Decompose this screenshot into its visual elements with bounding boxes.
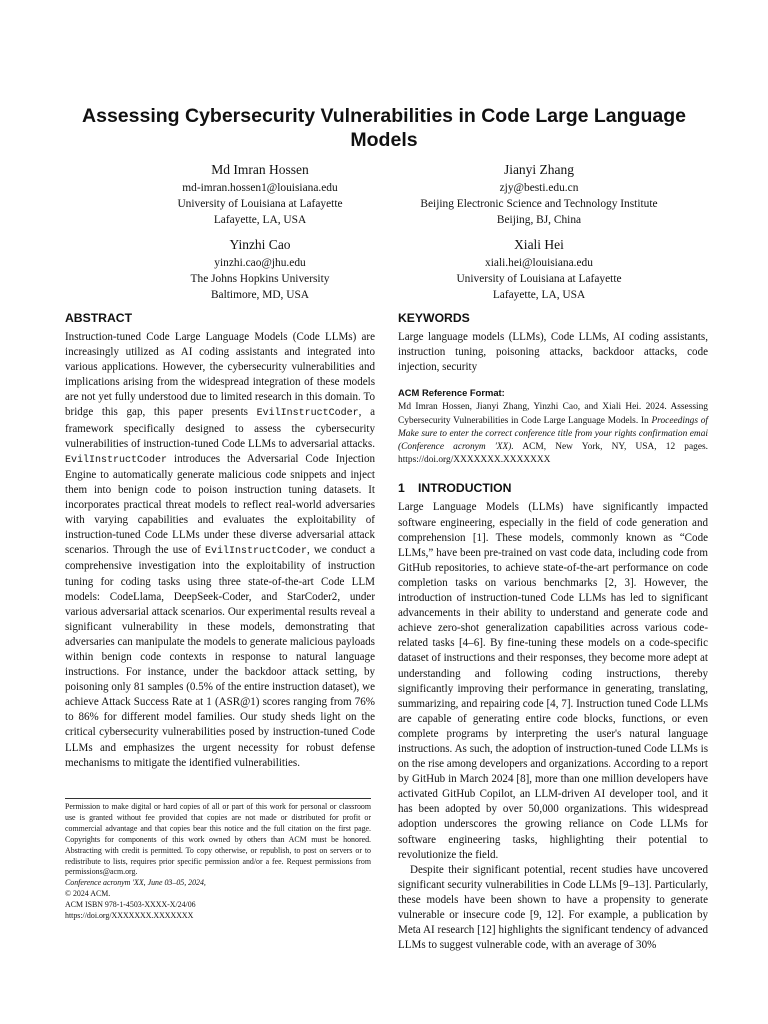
author-block-2 — [389, 160, 689, 228]
abstract-part-3: introduces the Adversarial Code Injection Engine to automatically generate malicious code snippets and inject them into benign code to poison instruction tuning datasets. It incorporates practical threat models to reflect real-world adversaries with varying capabilities and evaluates the exploitability of instruction-tuned Code LLMs under these diverse adversarial attack scenarios. Through the use of — [65, 452, 375, 557]
acm-reference-heading: ACM Reference Format: — [398, 387, 505, 399]
doi-line: https://doi.org/XXXXXXX.XXXXXXX — [65, 911, 194, 921]
section-number: 1 — [398, 481, 405, 496]
author-name: Xiali Hei — [514, 237, 564, 252]
acm-reference-text — [398, 401, 708, 467]
intro-paragraph-1: Large Language Models (LLMs) have significantly impacted software engineering, especially in the field of code generation and comprehension [1]. These models, commonly known as “Code LLMs,” have been pre-trained on vast code data, including code from GitHub repositories, to achieve state-of-the-art performance on code completion tasks on various benchmarks [2, 3]. However, the introduction of instruction-tuned Code LLMs has led to significant advancements in their ability to understand and generate code and achieve zero-shot generalization capabilities across various code-related tasks [4–6]. By fine-tuning these models on a code-specific dataset of instructions and their responses, they become more adept at understanding and following coding instructions, thereby significantly improving their performance in generating, translating, summarizing, and repairing code [4, 7]. Instruction tuned Code LLMs are capable of generating entire code blocks, functions, or even complete programs by interpreting the user's natural language instructions. As such, the adoption of instruction-tuned Code LLMs is on the rise among developers and organizations. According to a report by GitHub in March 2024 [8], more than one million developers have activated GitHub Copilot, an LLM-driven AI developer tool, and it has been adopted by over 50,000 organizations. This widespread adoption underscores the growing reliance on Code LLMs for software engineering tasks, highlighting their potential to revolutionize the field. — [398, 501, 708, 861]
author-affiliation: University of Louisiana at Lafayette — [177, 198, 343, 210]
author-location: Beijing, BJ, China — [496, 214, 582, 226]
tool-name: EvilInstructCoder — [256, 408, 359, 420]
author-affiliation: The Johns Hopkins University — [190, 273, 330, 285]
acm-reference-proceedings: Proceedings of Make sure to enter the correct conference title from your rights confirmation emai (Conference acronym 'XX). — [398, 415, 708, 452]
keywords-heading: KEYWORDS — [398, 311, 470, 325]
permission-notice: Permission to make digital or hard copies of all or part of this work for personal or classroom use is granted without fee provided that copies are not made or distributed for profit or commercial advantage and that copies bear this notice and the full citation on the first page. Copyrights for components of this work owned by others than ACM must be honored. Abstracting with credit is permitted. To copy otherwise, or republish, to post on servers or to redistribute to lists, requires prior specific permission and/or a fee. Request permissions from permissions@acm.org. — [65, 802, 371, 877]
author-email: zjy@besti.edu.cn — [499, 182, 579, 194]
author-name: Jianyi Zhang — [503, 162, 575, 177]
author-location: Lafayette, LA, USA — [213, 214, 307, 226]
abstract-part-4: , we conduct a comprehensive investigation into the exploitability of instruction tuning for coding tasks using three state-of-the-art Code LLM models: CodeLlama, DeepSeek-Coder, and StarCoder2, under various adversarial attack scenarios. Our experimental results reveal a significant vulnerability in these models, demonstrating that adversaries can manipulate the models to generate malicious payloads within benign code contexts in response to natural language instructions. For instance, under the backdoor attack setting, by poisoning only 81 samples (0.5% of the entire instruction dataset), we achieve Attack Success Rate at 1 (ASR@1) scores ranging from 76% to 86% for different model families. Our study sheds light on the critical cybersecurity vulnerabilities posed by instruction-tuned Code LLMs and emphasizes the urgent necessity for robust defense mechanisms to mitigate the identified vulnerabilities. — [65, 544, 375, 769]
acm-reference-part-1: Md Imran Hossen, Jianyi Zhang, Yinzhi Cao, and Xiali Hei. 2024. Assessing Cybersecurity Vulnerabilities in Code Large Language Models. In — [398, 402, 708, 426]
copyright-footnote — [65, 798, 371, 922]
tool-name: EvilInstructCoder — [65, 454, 168, 466]
author-affiliation: University of Louisiana at Lafayette — [456, 273, 622, 285]
right-column — [398, 310, 708, 953]
intro-paragraph-2: Despite their significant potential, recent studies have uncovered significant security vulnerabilities in Code LLMs [9–13]. Particularly, these models have been shown to have a propensity to generate vulnerable or insecure code [9, 12]. For example, a publication by Meta AI research [12] highlights the significant tendency of advanced LLMs to suggest vulnerable code, with an average of 30% — [398, 863, 708, 952]
keywords-text: Large language models (LLMs), Code LLMs, AI coding assistants, instruction tuning, poisoning attacks, backdoor attacks, code injection, security — [398, 331, 708, 374]
paper-title: Assessing Cybersecurity Vulnerabilities in Code Large Language Models — [82, 105, 686, 151]
conference-line: Conference acronym 'XX, June 03–05, 2024, — [65, 878, 206, 888]
author-affiliation: Beijing Electronic Science and Technology Institute — [420, 198, 658, 210]
abstract-heading: ABSTRACT — [65, 311, 133, 325]
isbn-line: ACM ISBN 978-1-4503-XXXX-X/24/06 — [65, 900, 196, 910]
acm-reference-part-2: ACM, New York, NY, USA, 12 pages. https://doi.org/XXXXXXX.XXXXXXX — [398, 441, 708, 466]
author-block-1 — [110, 160, 410, 228]
author-block-4 — [389, 235, 689, 303]
author-location: Baltimore, MD, USA — [210, 289, 310, 301]
abstract-part-1: Instruction-tuned Code Large Language Models (Code LLMs) are increasingly utilized as AI coding assistants and integrated into various applications. However, the cybersecurity vulnerabilities and implications arising from the widespread integration of these models are not yet fully understood due to limited research in this domain. To bridge this gap, this paper presents — [65, 331, 375, 419]
author-email: yinzhi.cao@jhu.edu — [214, 257, 306, 269]
tool-name: EvilInstructCoder — [204, 546, 307, 558]
author-name: Md Imran Hossen — [211, 162, 309, 177]
abstract-part-2: , a framework specifically designed to assess the cybersecurity vulnerabilities of instruction-tuned Code LLMs to adversarial attacks. — [65, 406, 375, 450]
author-email: md-imran.hossen1@louisiana.edu — [182, 182, 338, 194]
introduction-heading — [398, 481, 708, 496]
author-name: Yinzhi Cao — [229, 237, 291, 252]
author-block-3 — [110, 235, 410, 303]
section-title: INTRODUCTION — [418, 481, 512, 496]
left-column — [65, 310, 375, 771]
abstract-text — [65, 330, 375, 771]
author-email: xiali.hei@louisiana.edu — [485, 257, 593, 269]
copyright-line: © 2024 ACM. — [65, 889, 111, 899]
author-location: Lafayette, LA, USA — [492, 289, 586, 301]
